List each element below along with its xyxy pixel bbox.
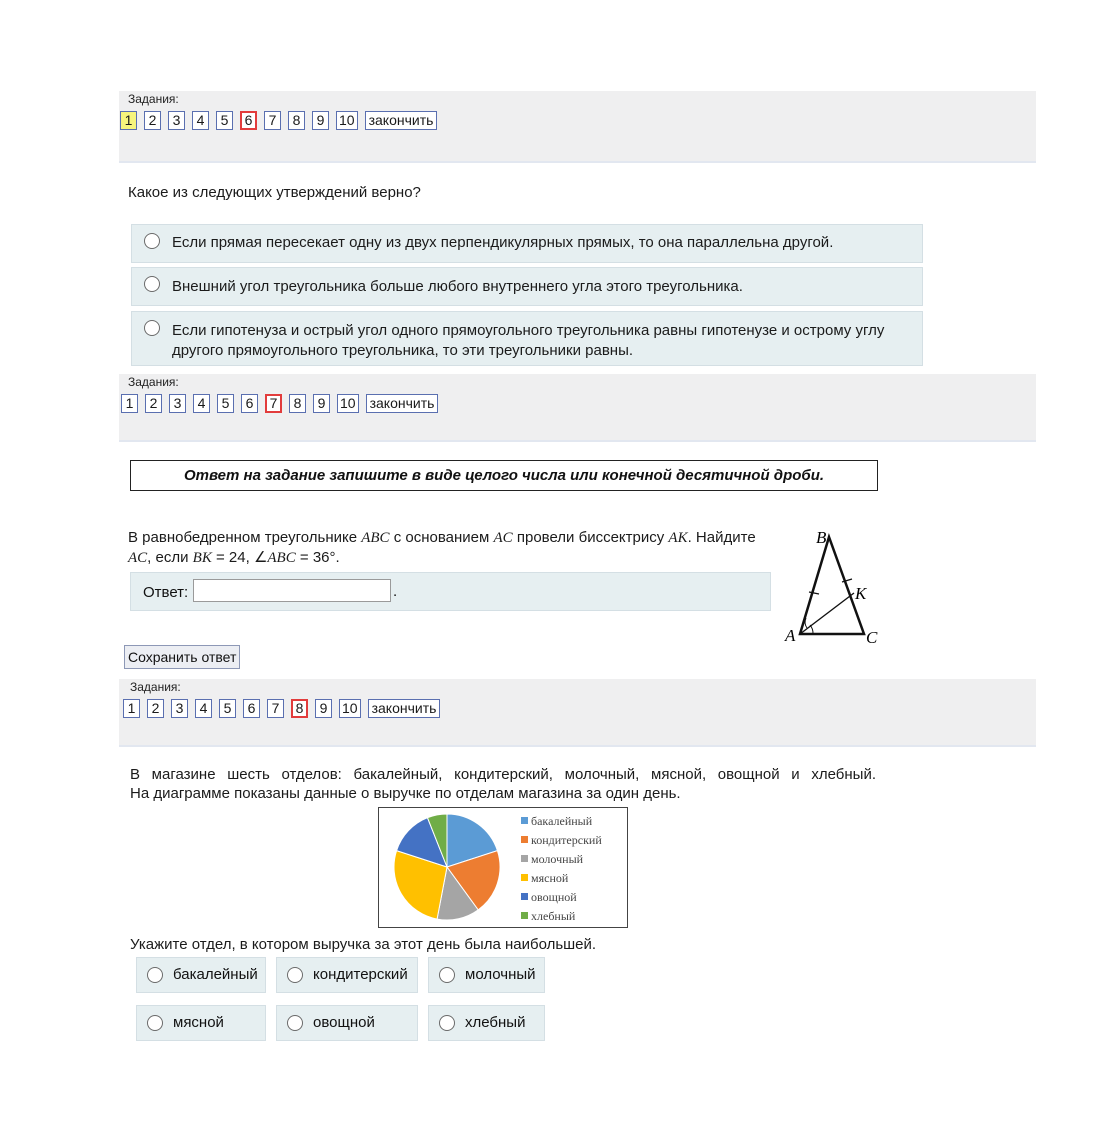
finish-button[interactable]: закончить	[366, 394, 439, 413]
vertex-label-a: A	[785, 626, 796, 645]
task8-choice[interactable]	[428, 1005, 545, 1041]
radio-button[interactable]	[439, 967, 455, 983]
option-text: Если гипотенуза и острый угол одного прямоугольного треугольника равны гипотенузе и острому углу другого прямоугольного треугольника, то эти треугольники равны.	[172, 322, 885, 359]
task-nav-button-5[interactable]: 5	[217, 394, 234, 413]
vertex-label-k: K	[855, 584, 867, 603]
legend-swatch	[521, 817, 528, 824]
legend-item	[521, 871, 568, 885]
math-abc: ABC	[361, 530, 390, 546]
task8-intro-line1: В магазине шесть отделов: бакалейный, кондитерский, молочный, мясной, овощной и хлебный.	[130, 766, 876, 783]
task8-choice[interactable]	[136, 957, 266, 993]
task-navbar-1	[119, 91, 1036, 163]
legend-item	[521, 833, 602, 847]
finish-button[interactable]: закончить	[365, 111, 438, 130]
task-nav-button-2[interactable]: 2	[147, 699, 164, 718]
task-nav-button-6[interactable]: 6	[240, 111, 257, 130]
answer-input[interactable]	[193, 579, 391, 602]
choice-label: овощной	[313, 1014, 375, 1031]
math-ak: AK	[668, 530, 688, 546]
task-navbar-2	[119, 374, 1036, 442]
pie-chart	[378, 807, 628, 928]
task8-choice[interactable]	[428, 957, 545, 993]
task7-text	[128, 528, 772, 568]
vertex-label-b: B	[816, 528, 827, 547]
radio-button[interactable]	[287, 1015, 303, 1031]
task8-intro-line2: На диаграмме показаны данные о выручке по отделам магазина за один день.	[130, 785, 681, 802]
task-nav-button-5[interactable]: 5	[216, 111, 233, 130]
triangle-figure	[780, 522, 890, 652]
legend-label: овощной	[531, 890, 577, 904]
task8-question: Укажите отдел, в котором выручка за этот день была наибольшей.	[130, 936, 597, 953]
answer-dot: .	[393, 583, 398, 600]
task-nav-button-8[interactable]: 8	[289, 394, 306, 413]
legend-label: мясной	[531, 871, 569, 885]
radio-button[interactable]	[144, 233, 160, 249]
choice-label: хлебный	[465, 1014, 526, 1031]
choice-label: кондитерский	[313, 966, 408, 983]
task-nav-button-1[interactable]: 1	[123, 699, 140, 718]
task-nav-button-10[interactable]: 10	[337, 394, 359, 413]
text: с основанием	[389, 529, 494, 546]
legend-item	[521, 852, 583, 866]
task6-option-1[interactable]	[131, 224, 923, 263]
task-nav-button-3[interactable]: 3	[169, 394, 186, 413]
choice-label: молочный	[465, 966, 536, 983]
legend-swatch	[521, 893, 528, 900]
task-nav-button-4[interactable]: 4	[195, 699, 212, 718]
radio-button[interactable]	[144, 276, 160, 292]
task-nav-button-2[interactable]: 2	[145, 394, 162, 413]
task-nav-button-5[interactable]: 5	[219, 699, 236, 718]
nav-label: Задания:	[128, 92, 179, 106]
radio-button[interactable]	[147, 967, 163, 983]
task-nav-button-1[interactable]: 1	[120, 111, 137, 130]
vertex-label-c: C	[866, 628, 878, 647]
legend-swatch	[521, 855, 528, 862]
task8-choice[interactable]	[276, 957, 418, 993]
task-nav-button-3[interactable]: 3	[171, 699, 188, 718]
task-nav-button-4[interactable]: 4	[193, 394, 210, 413]
task-nav-button-10[interactable]: 10	[336, 111, 358, 130]
answer-box	[130, 572, 771, 611]
answer-format-hint: Ответ на задание запишите в виде целого числа или конечной десятичной дроби.	[130, 460, 878, 491]
text: . Найдите	[687, 529, 756, 546]
radio-button[interactable]	[287, 967, 303, 983]
task6-option-3[interactable]	[131, 311, 923, 366]
task-nav-button-4[interactable]: 4	[192, 111, 209, 130]
choice-label: бакалейный	[173, 966, 258, 983]
task-navbar-3	[119, 679, 1036, 747]
angle-arc	[805, 618, 807, 628]
task-nav-button-6[interactable]: 6	[241, 394, 258, 413]
task-nav-button-3[interactable]: 3	[168, 111, 185, 130]
task-nav-button-9[interactable]: 9	[313, 394, 330, 413]
text: = 24, ∠	[211, 549, 268, 566]
legend-swatch	[521, 836, 528, 843]
answer-label: Ответ:	[143, 584, 189, 601]
task-nav-button-2[interactable]: 2	[144, 111, 161, 130]
option-text: Внешний угол треугольника больше любого внутреннего угла этого треугольника.	[172, 278, 743, 295]
choice-label: мясной	[173, 1014, 224, 1031]
legend-swatch	[521, 912, 528, 919]
task-nav-button-7[interactable]: 7	[264, 111, 281, 130]
save-answer-button[interactable]: Сохранить ответ	[124, 645, 240, 669]
text: провели биссектрису	[512, 529, 669, 546]
task-nav-button-9[interactable]: 9	[312, 111, 329, 130]
legend-label: бакалейный	[531, 814, 593, 828]
angle-arc	[810, 625, 813, 634]
math-bk: BK	[192, 550, 212, 566]
task6-option-2[interactable]	[131, 267, 923, 306]
task8-choice[interactable]	[136, 1005, 266, 1041]
task-nav-button-1[interactable]: 1	[121, 394, 138, 413]
finish-button[interactable]: закончить	[368, 699, 441, 718]
task-nav-button-7[interactable]: 7	[267, 699, 284, 718]
text: В равнобедренном треугольнике	[128, 529, 362, 546]
legend-item	[521, 909, 575, 923]
radio-button[interactable]	[147, 1015, 163, 1031]
task6-question: Какое из следующих утверждений верно?	[128, 184, 421, 201]
tick-mark	[809, 592, 819, 594]
task-nav-button-6[interactable]: 6	[243, 699, 260, 718]
nav-label: Задания:	[130, 680, 181, 694]
task-nav-button-9[interactable]: 9	[315, 699, 332, 718]
text: , если	[147, 549, 193, 566]
nav-label: Задания:	[128, 375, 179, 389]
legend-label: молочный	[531, 852, 584, 866]
math-abc: ABC	[267, 550, 296, 566]
pie-svg	[379, 808, 509, 927]
legend-label: хлебный	[531, 909, 576, 923]
task-nav-button-10[interactable]: 10	[339, 699, 361, 718]
task-nav-button-8[interactable]: 8	[291, 699, 308, 718]
math-ac: AC	[493, 530, 513, 546]
legend-swatch	[521, 874, 528, 881]
radio-button[interactable]	[439, 1015, 455, 1031]
legend-item	[521, 890, 577, 904]
task8-choice[interactable]	[276, 1005, 418, 1041]
radio-button[interactable]	[144, 320, 160, 336]
math-ac: AC	[128, 550, 148, 566]
option-text: Если прямая пересекает одну из двух перпендикулярных прямых, то она параллельна другой.	[172, 234, 834, 251]
bisector-ak	[800, 593, 854, 634]
task-nav-button-7[interactable]: 7	[265, 394, 282, 413]
task-nav-button-8[interactable]: 8	[288, 111, 305, 130]
legend-label: кондитерский	[531, 833, 602, 847]
text: = 36°.	[295, 549, 340, 566]
legend-item	[521, 814, 592, 828]
